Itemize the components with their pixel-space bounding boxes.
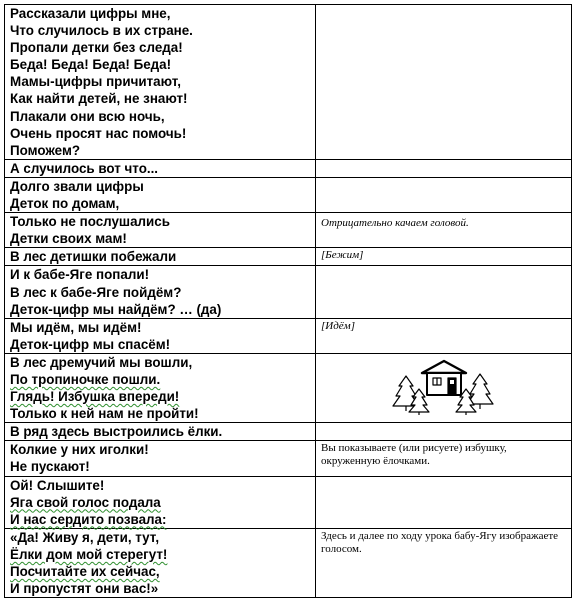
- poem-line: Деток-цифр мы спасём!: [10, 336, 171, 352]
- poem-line: [5, 546, 315, 563]
- poem-line: Только к ней нам не пройти!: [10, 406, 199, 422]
- teacher-note: Вы показываете (или рисуете) избушку, окруженную ёлочками.: [321, 442, 507, 468]
- note-cell: [316, 5, 572, 160]
- poem-line-text: Яга свой голос подала: [10, 494, 161, 510]
- poem-cell: [5, 528, 316, 597]
- poem-cell: [5, 266, 316, 318]
- note-cell: [316, 476, 572, 528]
- poem-line: Не пускают!: [10, 459, 90, 475]
- table-row: [5, 353, 572, 422]
- poem-line: Мы идём, мы идём!: [10, 319, 142, 335]
- table-row: [5, 159, 572, 177]
- teacher-note: Здесь и далее по ходу урока бабу-Ягу изображаете голосом.: [321, 529, 559, 555]
- table-row: [5, 423, 572, 441]
- note-cell: [316, 159, 572, 177]
- table-row: [5, 318, 572, 353]
- poem-line: Деток-цифр мы найдём? … (да): [10, 301, 222, 317]
- note-cell: [316, 528, 572, 597]
- poem-line: Пропали детки без следа!: [10, 40, 183, 56]
- stage-direction: [Бежим]: [321, 249, 364, 262]
- table-row: [5, 5, 572, 160]
- note-cell: [316, 266, 572, 318]
- note-cell: [316, 248, 572, 266]
- poem-line: И к бабе-Яге попали!: [10, 267, 150, 283]
- poem-line: А случилось вот что...: [10, 160, 159, 176]
- stage-direction: [Идём]: [321, 319, 355, 332]
- poem-cell: [5, 5, 316, 160]
- poem-line: В лес детишки побежали: [10, 249, 177, 265]
- lesson-table: [4, 4, 572, 598]
- poem-cell: [5, 423, 316, 441]
- poem-line-text: И нас сердито позвала:: [10, 511, 167, 527]
- poem-cell: [5, 213, 316, 248]
- poem-line: Беда! Беда! Беда! Беда!: [10, 57, 172, 73]
- note-cell: [316, 441, 572, 476]
- poem-cell: [5, 441, 316, 476]
- poem-line: [5, 388, 315, 405]
- illustration-cell: [316, 353, 572, 422]
- poem-line: Колкие у них иголки!: [10, 442, 149, 458]
- poem-line: В ряд здесь выстроились ёлки.: [10, 424, 223, 440]
- poem-cell: [5, 318, 316, 353]
- poem-line: Детки своих мам!: [10, 231, 127, 247]
- poem-line: Только не послушались: [10, 214, 170, 230]
- poem-line: Что случилось в их стране.: [10, 23, 193, 39]
- poem-line: Плакали они всю ночь,: [10, 108, 165, 124]
- stage-direction: Отрицательно качаем головой.: [321, 217, 469, 230]
- poem-cell: [5, 159, 316, 177]
- poem-line: [5, 511, 315, 528]
- poem-line: Ой! Слышите!: [10, 477, 105, 493]
- poem-line-text: Посчитайте их сейчас,: [10, 564, 160, 579]
- table-row: [5, 213, 572, 248]
- poem-line: «Да! Живу я, дети, тут,: [10, 529, 160, 545]
- poem-line-text: Ёлки дом мой стерегут!: [10, 546, 168, 562]
- note-cell: [316, 213, 572, 248]
- poem-line-text: Глядь! Избушка впереди!: [10, 389, 180, 405]
- note-cell: [316, 423, 572, 441]
- poem-line: Мамы-цифры причитают,: [10, 74, 181, 90]
- poem-cell: [5, 248, 316, 266]
- poem-line: В лес к бабе-Яге пойдём?: [10, 284, 182, 300]
- poem-line-text: По тропиночке пошли.: [10, 371, 161, 387]
- poem-cell: [5, 353, 316, 422]
- table-row: [5, 266, 572, 318]
- poem-cell: [5, 476, 316, 528]
- poem-line: Рассказали цифры мне,: [10, 6, 171, 21]
- poem-line: Долго звали цифры: [10, 178, 144, 194]
- note-cell: [316, 318, 572, 353]
- table-row: [5, 177, 572, 212]
- poem-line: Очень просят нас помочь!: [10, 125, 187, 141]
- poem-line: В лес дремучий мы вошли,: [10, 354, 193, 370]
- table-row: [5, 528, 572, 597]
- poem-line: Поможем?: [10, 142, 81, 158]
- hut-icon: [422, 361, 466, 395]
- poem-line: И пропустят они вас!»: [10, 581, 159, 597]
- table-row: [5, 248, 572, 266]
- table-row: [5, 476, 572, 528]
- poem-line: [5, 371, 315, 388]
- poem-line: Деток по домам,: [10, 196, 120, 212]
- note-cell: [316, 177, 572, 212]
- poem-line: [5, 494, 315, 511]
- poem-line: Как найти детей, не знают!: [10, 91, 188, 107]
- table-row: [5, 441, 572, 476]
- poem-cell: [5, 177, 316, 212]
- hut-with-fir-trees-picture: [392, 358, 496, 416]
